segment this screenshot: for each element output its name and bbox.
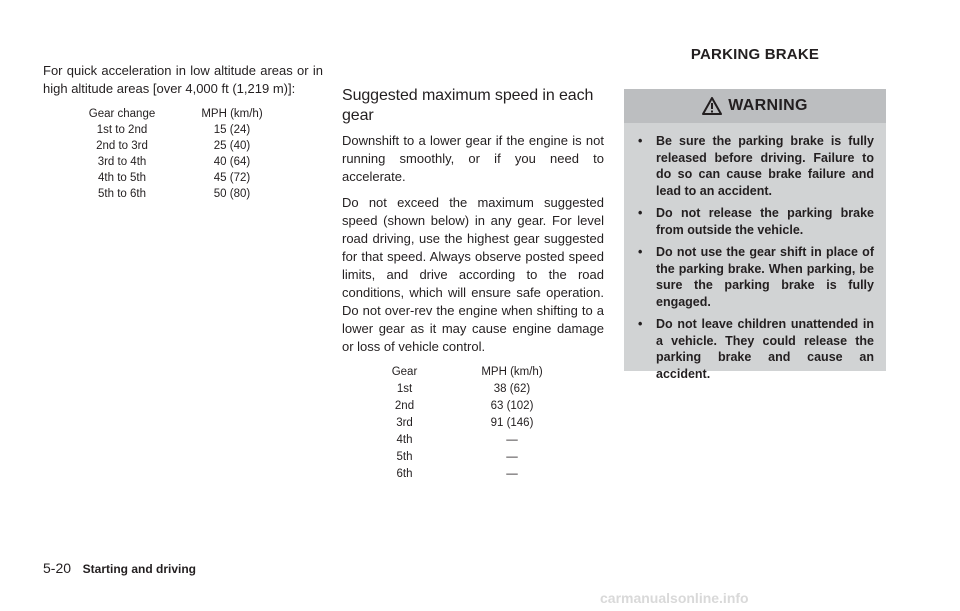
table-row [67, 186, 287, 202]
table-cell: 2nd [394, 400, 415, 412]
table-row [372, 381, 587, 398]
body-paragraph: Do not exceed the maximum suggested speed (shown below) in any gear. For level road driving, use the highest gear suggested for that speed. Always observe posted speed limits, and drive according to the road conditions, which will ensure safe operation. Do not over-rev the engine when shifting to a lower gear as it may cause engine damage or loss of vehicle control. [342, 195, 604, 354]
table-cell: 38 (62) [493, 383, 531, 395]
warning-title: WARNING [728, 97, 808, 114]
table-header: Gear [391, 366, 418, 378]
table-cell: 91 (146) [490, 417, 534, 429]
watermark: carmanualsonline.info [600, 590, 749, 606]
max-speed-table [372, 364, 587, 483]
table-row [372, 432, 587, 449]
table-header-row [372, 364, 587, 381]
table-cell: — [506, 434, 518, 446]
body-paragraph: Downshift to a lower gear if the engine is not running smoothly, or if you need to accelerate. [342, 133, 604, 184]
table-header: MPH (km/h) [201, 108, 263, 120]
intro-text: For quick acceleration in low altitude areas or in high altitude areas [over 4,000 ft (1,219 m)]: [43, 63, 323, 96]
table-cell: 5th to 6th [98, 188, 146, 200]
table-cell: 50 (80) [213, 188, 251, 200]
table-header: Gear change [88, 108, 156, 120]
bullet: • [638, 206, 643, 220]
table-cell: 5th [396, 451, 413, 463]
table-cell: — [506, 451, 518, 463]
warning-item-text: Do not release the parking brake from outside the vehicle. [656, 206, 874, 237]
table-row [67, 154, 287, 170]
warning-list [624, 123, 886, 382]
table-row [372, 398, 587, 415]
warning-item [638, 244, 874, 310]
footer-title: Starting and driving [82, 562, 196, 576]
table-header: MPH (km/h) [481, 366, 543, 378]
table-cell: 2nd to 3rd [96, 140, 148, 152]
subsection-heading: Suggested maximum speed in each gear [342, 87, 594, 124]
table-cell: 1st [396, 383, 413, 395]
table-cell: 4th [396, 434, 413, 446]
warning-triangle-icon [702, 97, 722, 115]
table-row [372, 415, 587, 432]
gear-change-table [67, 106, 287, 202]
table-cell: 3rd [396, 417, 413, 429]
table-cell: 63 (102) [490, 400, 534, 412]
table-cell: 1st to 2nd [96, 124, 148, 136]
warning-item [638, 316, 874, 382]
table-cell: 3rd to 4th [97, 156, 147, 168]
table-row [372, 449, 587, 466]
left-column [43, 62, 323, 202]
warning-item-text: Do not leave children unattended in a vehicle. They could release the parking brake and cause an accident. [656, 317, 874, 381]
warning-box [624, 89, 886, 381]
warning-item-text: Do not use the gear shift in place of the parking brake. When parking, be sure the parking brake is fully engaged. [656, 245, 874, 309]
bullet: • [638, 245, 643, 259]
table-cell: 15 (24) [213, 124, 251, 136]
table-cell: 6th [396, 468, 413, 480]
bullet: • [638, 134, 643, 148]
middle-column [342, 86, 604, 483]
bullet: • [638, 317, 643, 331]
table-cell: — [506, 468, 518, 480]
table-cell: 40 (64) [213, 156, 251, 168]
table-row [67, 170, 287, 186]
section-title: PARKING BRAKE [690, 46, 820, 63]
table-cell: 4th to 5th [98, 172, 146, 184]
warning-item [638, 133, 874, 199]
table-cell: 25 (40) [213, 140, 251, 152]
table-row [372, 466, 587, 483]
table-cell: 45 (72) [213, 172, 251, 184]
table-row [67, 122, 287, 138]
page-footer [43, 560, 196, 576]
warning-header [624, 89, 886, 123]
warning-item-text: Be sure the parking brake is fully released before driving. Failure to do so can cause brake failure and lead to an accident. [656, 134, 874, 198]
table-row [67, 138, 287, 154]
warning-item [638, 205, 874, 238]
table-header-row [67, 106, 287, 122]
page-number: 5-20 [43, 560, 72, 576]
